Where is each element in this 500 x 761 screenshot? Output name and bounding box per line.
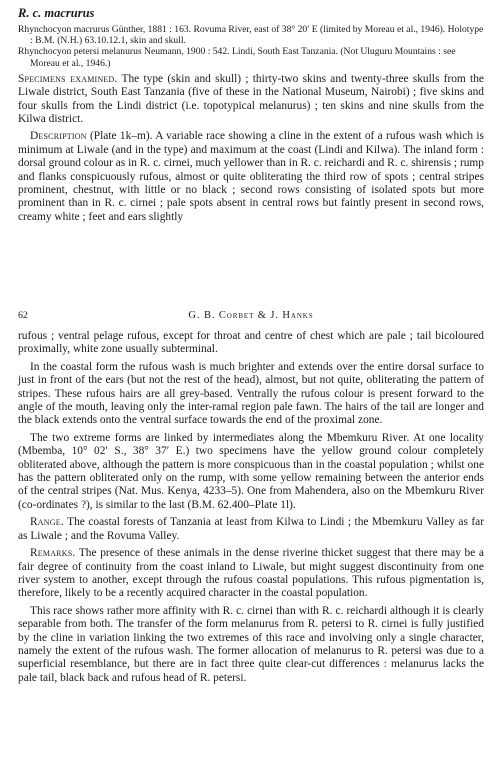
running-head-authors: G. B. Corbet & J. Hanks: [188, 310, 314, 321]
section-heading: Remarks.: [30, 547, 76, 560]
top-page-fragment: [18, 6, 484, 224]
taxon-heading: R. c. macrurus: [18, 6, 95, 20]
bottom-page-fragment: [18, 308, 484, 685]
section-heading: Description: [30, 130, 87, 143]
section-body: The type (skin and skull) ; thirty-two skins and twenty-three skulls from the Liwale district, South East Tanzania (five of these in the National Museum, Nairobi) ; five skins and four skulls from the Lindi district (i.e. topotypical melanurus) ; ten skins and nine skulls from the Kilwa district.: [18, 72, 484, 126]
section-heading: Specimens examined.: [18, 72, 118, 85]
body-paragraph: rufous ; ventral pelage rufous, except for throat and centre of chest which are pale ; tail bicoloured proximally, white zone usually subterminal.: [18, 330, 484, 356]
synonym-entry: Rhynchocyon macrurus Günther, 1881 : 163. Rovuma River, east of 38° 20′ E (limited by Moreau et al., 1946). Holotype : B.M. (N.H.) 63.10.12.1, skin and skull.: [18, 24, 484, 47]
running-header: [18, 308, 484, 326]
section-body: The coastal forests of Tanzania at least from Kilwa to Lindi ; the Mbemkuru Valley as far as Liwale ; and the Rovuma Valley.: [18, 516, 484, 542]
body-paragraph: This race shows rather more affinity with R. c. cirnei than with R. c. reichardi although it is clearly separable from both. The transfer of the form melanurus from R. petersi to R. cirnei is fully justified by the cline in variation linking the two extremes of this race and involving only a single character, namely the extent of the rufous wash. The former allocation of melanurus to R. petersi was due to a superficial resemblance, but there are in fact three quite clear-cut differences : melanurus lacks the pale tail, black back and rufous head of R. petersi.: [18, 604, 484, 684]
body-paragraph: The two extreme forms are linked by intermediates along the Mbemkuru River. At one locality (Mbemba, 10° 02′ S., 38° 37′ E.) two specimens have the yellow ground colour completely obliterated above, although the pattern is more conspicuous than in the coastal population ; whilst one has the pattern obliterated only on the rump, with some yellow remaining between the anterior ends of the central stripes (Nat. Mus. Kenya, 4233–5). One from Mahendera, also on the Mbemkuru River (co-ordinates ?), is similar to the last (B.M. 62.400–Plate 1l).: [18, 431, 484, 511]
section-body: (Plate 1k–m). A variable race showing a cline in the extent of a rufous wash which is minimum at Liwale (and in the type) and maximum at the coast (Lindi and Kilwa). The inland form : dorsal ground colour as in R. c. cirnei, much yellower than in R. c. reichardi and R. c. shirensis ; rump and flanks conspicuously rufous, almost or quite obliterating the third row of spots ; central stripes prominent, chestnut, with little or no black ; second rows consisting of isolated spots but more prominent than in R. c. cirnei ; pale spots absent in central rows but faintly present in second rows, creamy white ; feet and ears slightly: [18, 130, 484, 223]
body-paragraph: In the coastal form the rufous wash is much brighter and extends over the entire dorsal surface to just in front of the ears (but not the rest of the head), almost, but not quite, obliterating the pattern of stripes. These rufous hairs are all grey-based. Ventrally the rufous colour is present forward to the angle of the mouth, leaving only the inter-ramal region pale fawn. The hairs of the tail are longer and the black extends onto the ventral surface towards the end of the proximal zone.: [18, 360, 484, 427]
range-paragraph: [18, 516, 484, 543]
remarks-paragraph: [18, 547, 484, 601]
section-body: The presence of these animals in the dense riverine thicket suggest that there may be a fair degree of continuity from the coast inland to Liwale, but might suggest discontinuity from one river system to another, except through the rufous coastal populations. This rufous pigmentation is, therefore, likely to be a recently acquired character in the coastal population.: [18, 547, 484, 600]
section-heading: Range.: [30, 516, 64, 529]
specimens-examined-paragraph: [18, 73, 484, 127]
synonym-entry: Rhynchocyon petersi melanurus Neumann, 1900 : 542. Lindi, South East Tanzania. (Not Uluguru Mountains : see Moreau et al., 1946.): [18, 46, 456, 69]
page-number: 62: [18, 310, 28, 321]
description-paragraph: [18, 130, 484, 224]
